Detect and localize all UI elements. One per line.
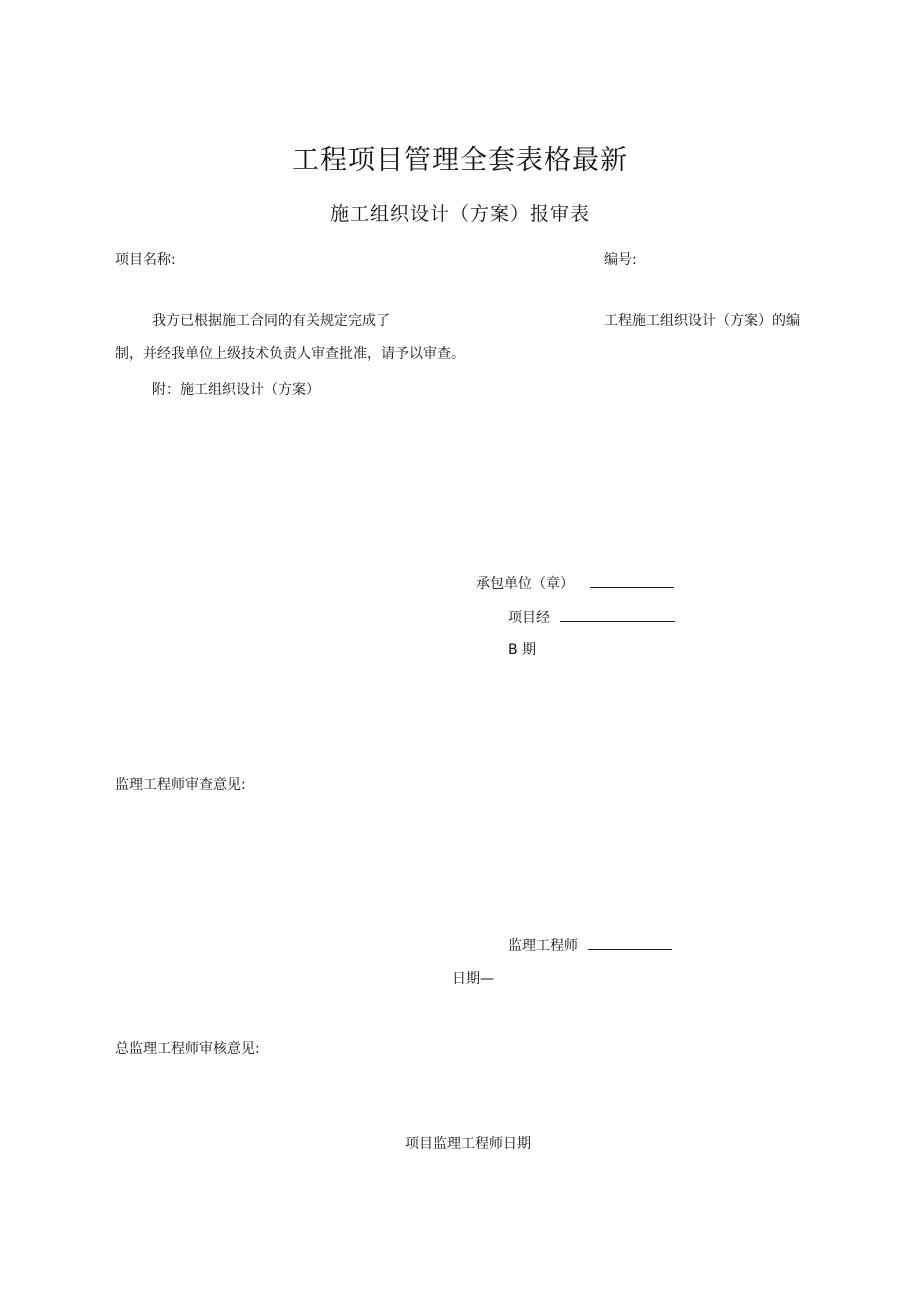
attachment-line: 附：施工组织设计（方案） bbox=[152, 382, 320, 398]
project-name-label: 项目名称: bbox=[115, 252, 176, 268]
contractor-label: 承包单位（章） bbox=[476, 576, 574, 592]
supervisor-signature-row bbox=[508, 937, 672, 953]
contractor-signature-row bbox=[476, 575, 674, 591]
date-label-supervisor: 日期— bbox=[452, 971, 494, 987]
body-line2: 制，并经我单位上级技术负责人审查批准，请予以审查。 bbox=[115, 346, 465, 362]
body-line1-left: 我方已根据施工合同的有关规定完成了 bbox=[152, 313, 390, 329]
main-title: 工程项目管理全套表格最新 bbox=[292, 145, 628, 176]
body-line1-right: 工程施工组织设计（方案）的编 bbox=[604, 313, 800, 329]
date-label-contractor: B 期 bbox=[508, 642, 537, 658]
chief-supervisor-opinion-label: 总监理工程师审核意见: bbox=[115, 1041, 260, 1057]
form-title: 施工组织设计（方案）报审表 bbox=[329, 203, 590, 225]
supervisor-opinion-label: 监理工程师审查意见: bbox=[115, 777, 246, 793]
project-manager-label: 项目经 bbox=[508, 610, 550, 626]
contractor-signature-line bbox=[590, 575, 674, 588]
project-manager-signature-line bbox=[560, 609, 675, 622]
supervisor-signature-line bbox=[588, 937, 672, 950]
supervisor-label: 监理工程师 bbox=[508, 938, 578, 954]
project-manager-row bbox=[508, 609, 675, 625]
serial-number-label: 编号: bbox=[604, 252, 637, 268]
chief-supervisor-signature-line: 项目监理工程师日期 bbox=[405, 1136, 531, 1152]
